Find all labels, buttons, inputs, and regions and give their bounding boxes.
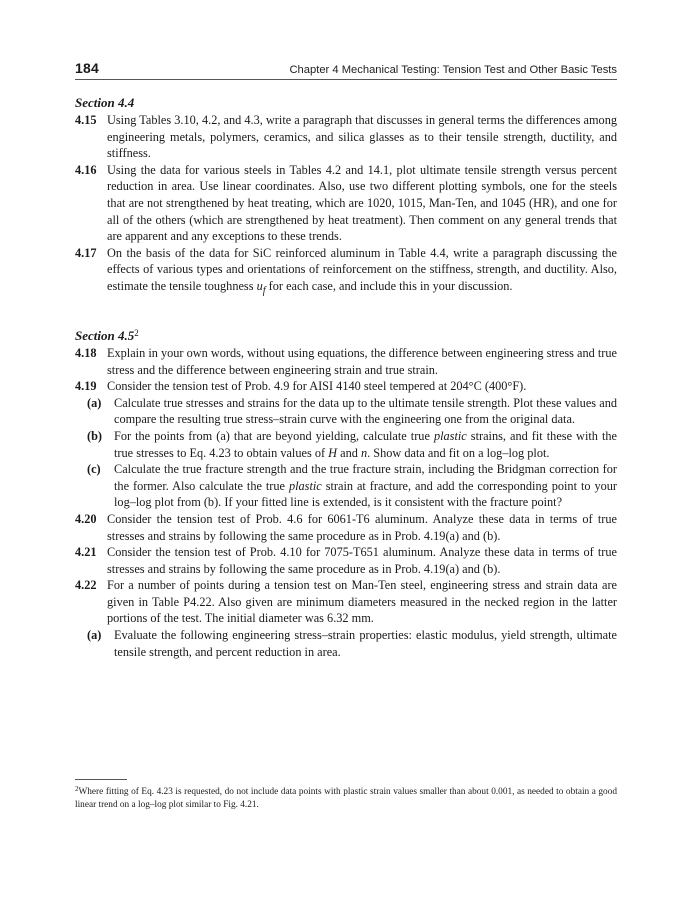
problem-4-22-a: [75, 627, 617, 660]
italic-plastic: plastic: [433, 428, 467, 443]
part-label: (a): [87, 395, 102, 410]
problem-4-20: [75, 511, 617, 544]
problem-4-22: [75, 577, 617, 627]
problem-number: 4.18: [75, 345, 97, 360]
problem-4-16: [75, 162, 617, 245]
problem-number: 4.17: [75, 245, 97, 260]
part-text: For the points from (a) that are beyond yielding, calculate true: [114, 428, 434, 443]
part-text: . Show data and fit on a log–log plot.: [367, 445, 550, 460]
problem-4-18: [75, 345, 617, 378]
footnote-text: Where fitting of Eq. 4.23 is requested, do not include data points with plastic strain values smaller than about 0.001, as needed to obtain a good linear trend on a log–log plot similar to Fig. 4.21.: [75, 787, 617, 810]
problem-text: On the basis of the data for SiC reinforced aluminum in Table 4.4, write a paragraph discussing the effects of various types and orientations of reinforcement on the stiffness, strength, and ductility. Also, estimate the tensile toughness: [107, 245, 617, 293]
footnote-number: 2: [75, 785, 79, 793]
problem-text: Using Tables 3.10, 4.2, and 4.3, write a paragraph that discusses in general terms the differences among engineering metals, polymers, ceramics, and silica glasses as to their tensile strength, ductility, and stiffness.: [107, 113, 617, 161]
problem-text: Consider the tension test of Prob. 4.6 for 6061-T6 aluminum. Analyze these data in terms of true stresses and strains by following the same procedure as in Prob. 4.19(a) and (b).: [107, 511, 617, 543]
problem-4-19: [75, 378, 617, 395]
part-text: strain at fracture, and add the corresponding point to your log–log plot from (b). If your fitted line is extended, is it consistent with the fracture point?: [114, 478, 617, 510]
problem-number: 4.21: [75, 545, 97, 560]
problem-4-17: [75, 245, 617, 300]
problem-text: Using the data for various steels in Tables 4.2 and 14.1, plot ultimate tensile strength versus percent reduction in area. Use linear coordinates. Also, use two different plotting symbols, one for the steels that are not strengthened by heat treating, which are 1020, 1015, Man-Ten, and 1045 (HR), and one for all of the others (which are strengthened by heat treatment). Then comment on any general trends that are apparent and any exceptions to these trends.: [107, 162, 617, 244]
part-text: Calculate the true fracture strength and the true fracture strain, including the Bridgman correction for the former. Also calculate the true: [114, 462, 617, 493]
problem-text: Consider the tension test of Prob. 4.10 for 7075-T651 aluminum. Analyze these data in terms of true stresses and strains by following the same procedure as in Prob. 4.19(a) and (b).: [107, 545, 617, 576]
page-content: [75, 60, 617, 660]
symbol-H: H: [328, 445, 338, 460]
problem-4-21: [75, 544, 617, 577]
problem-text: For a number of points during a tension test on Man-Ten steel, engineering stress and strain data are given in Table P4.22. Also given are minimum diameters measured in the necked region in the latter portions of the test. The initial diameter was 6.32 mm.: [107, 578, 617, 626]
problem-number: 4.15: [75, 113, 97, 127]
part-text: strains, and fit these with the true stresses to Eq. 4.23 to obtain values of: [114, 428, 617, 460]
problem-number: 4.16: [75, 162, 97, 177]
problem-4-19-b: [75, 428, 617, 461]
footnote-rule: [75, 779, 127, 780]
problem-text: Consider the tension test of Prob. 4.9 for AISI 4140 steel tempered at 204°C (400°F).: [107, 379, 527, 394]
footnote: [75, 783, 617, 812]
italic-plastic: plastic: [288, 478, 322, 493]
symbol-n: n: [360, 445, 368, 460]
problem-4-19-c: [75, 461, 617, 511]
part-label: (c): [87, 462, 101, 477]
problem-number: 4.19: [75, 379, 97, 394]
problem-4-15: [75, 112, 617, 162]
symbol-u: u: [256, 278, 263, 293]
part-text: Evaluate the following engineering stress–strain properties: elastic modulus, yield strength, ultimate tensile strength, and percent reduction in area.: [114, 628, 617, 659]
symbol-f: f: [262, 285, 266, 297]
section-heading-4-5: Section $4.5^2$: [75, 327, 139, 343]
running-head: Chapter 4 Mechanical Testing: Tension Test and Other Basic Tests: [289, 64, 617, 76]
problem-number: 4.20: [75, 511, 97, 526]
problem-text: Explain in your own words, without using equations, the difference between engineering stress and true stress and the difference between engineering strain and true strain.: [107, 345, 617, 377]
part-text: Calculate true stresses and strains for the data up to the ultimate tensile strength. Plot these values and compare the resulting true stress–strain curve with the engineering one from the original data.: [114, 395, 617, 427]
part-label: (a): [87, 628, 102, 643]
page-number: 184: [75, 60, 99, 76]
footnote-mark: 2: [134, 327, 139, 338]
problem-text-end: for each case, and include this in your discussion.: [265, 278, 513, 293]
part-text: and: [337, 445, 361, 460]
problem-4-19-a: [75, 395, 617, 428]
section-heading-4-4: Section 4.4: [75, 95, 135, 110]
part-label: (b): [87, 428, 103, 443]
problem-number: 4.22: [75, 578, 97, 593]
page-header: [75, 60, 617, 80]
